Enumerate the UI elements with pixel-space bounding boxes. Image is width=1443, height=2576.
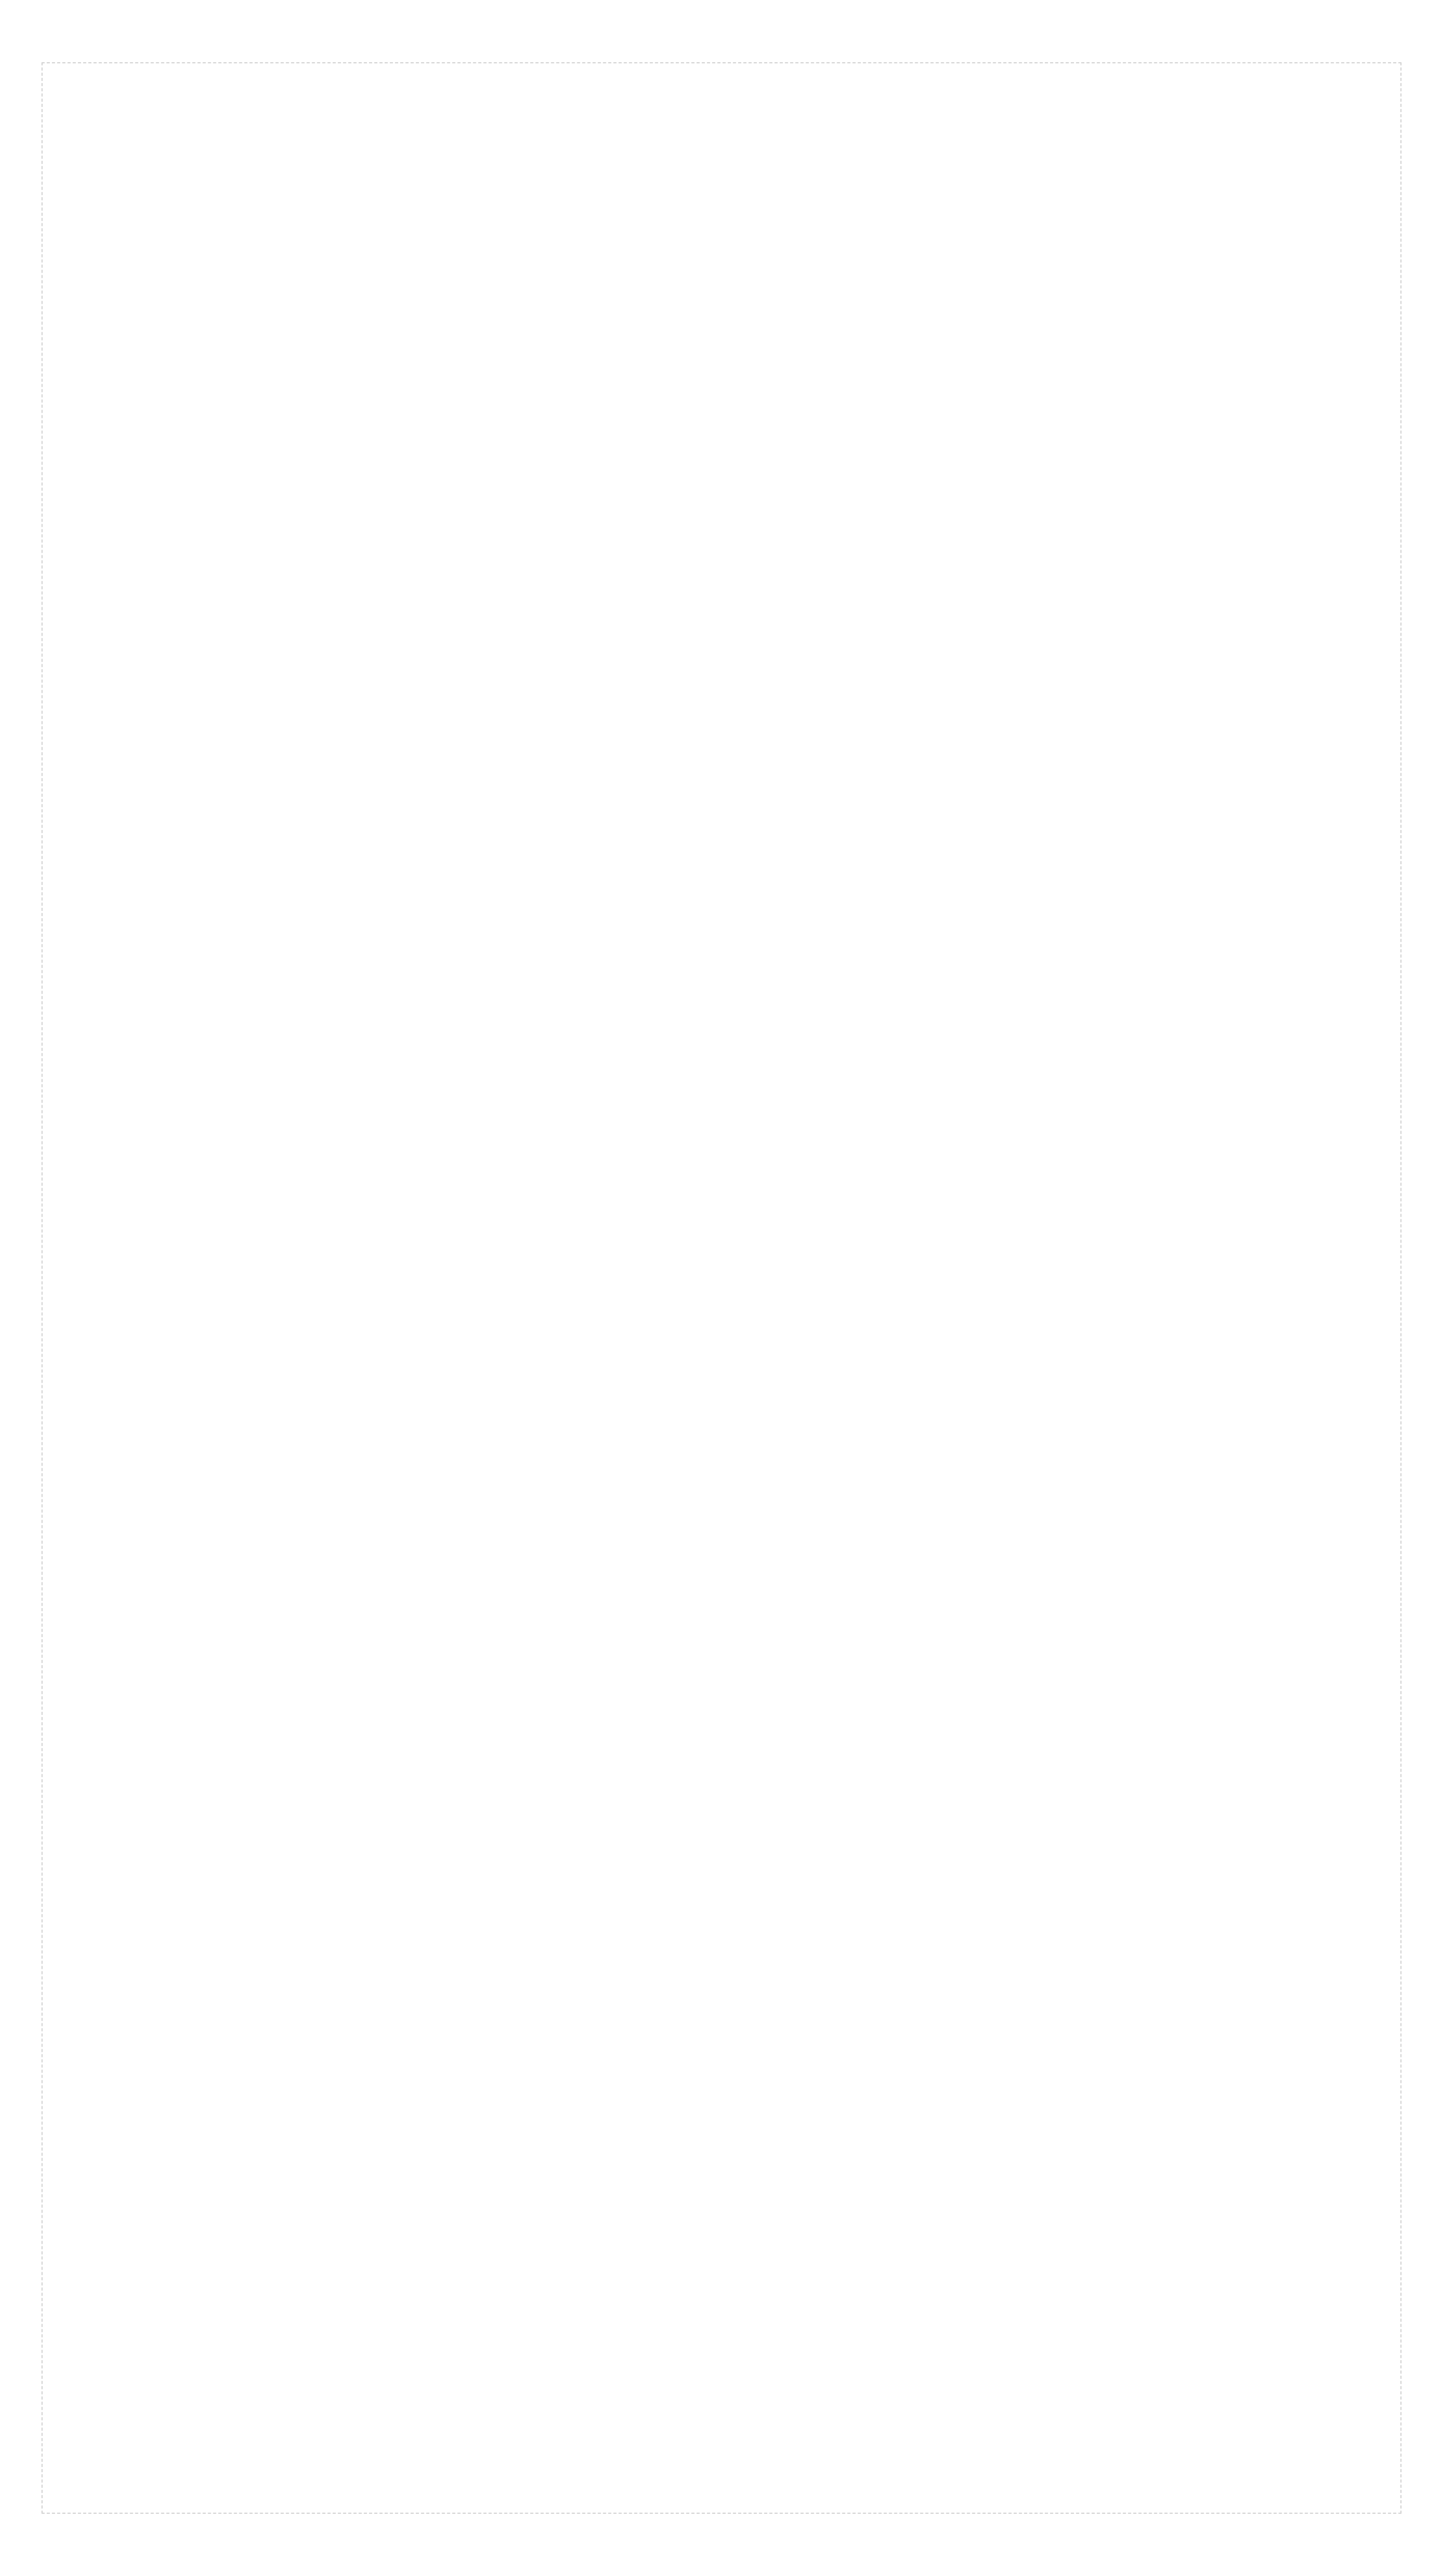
unreadable-content-area: [42, 62, 1401, 2514]
